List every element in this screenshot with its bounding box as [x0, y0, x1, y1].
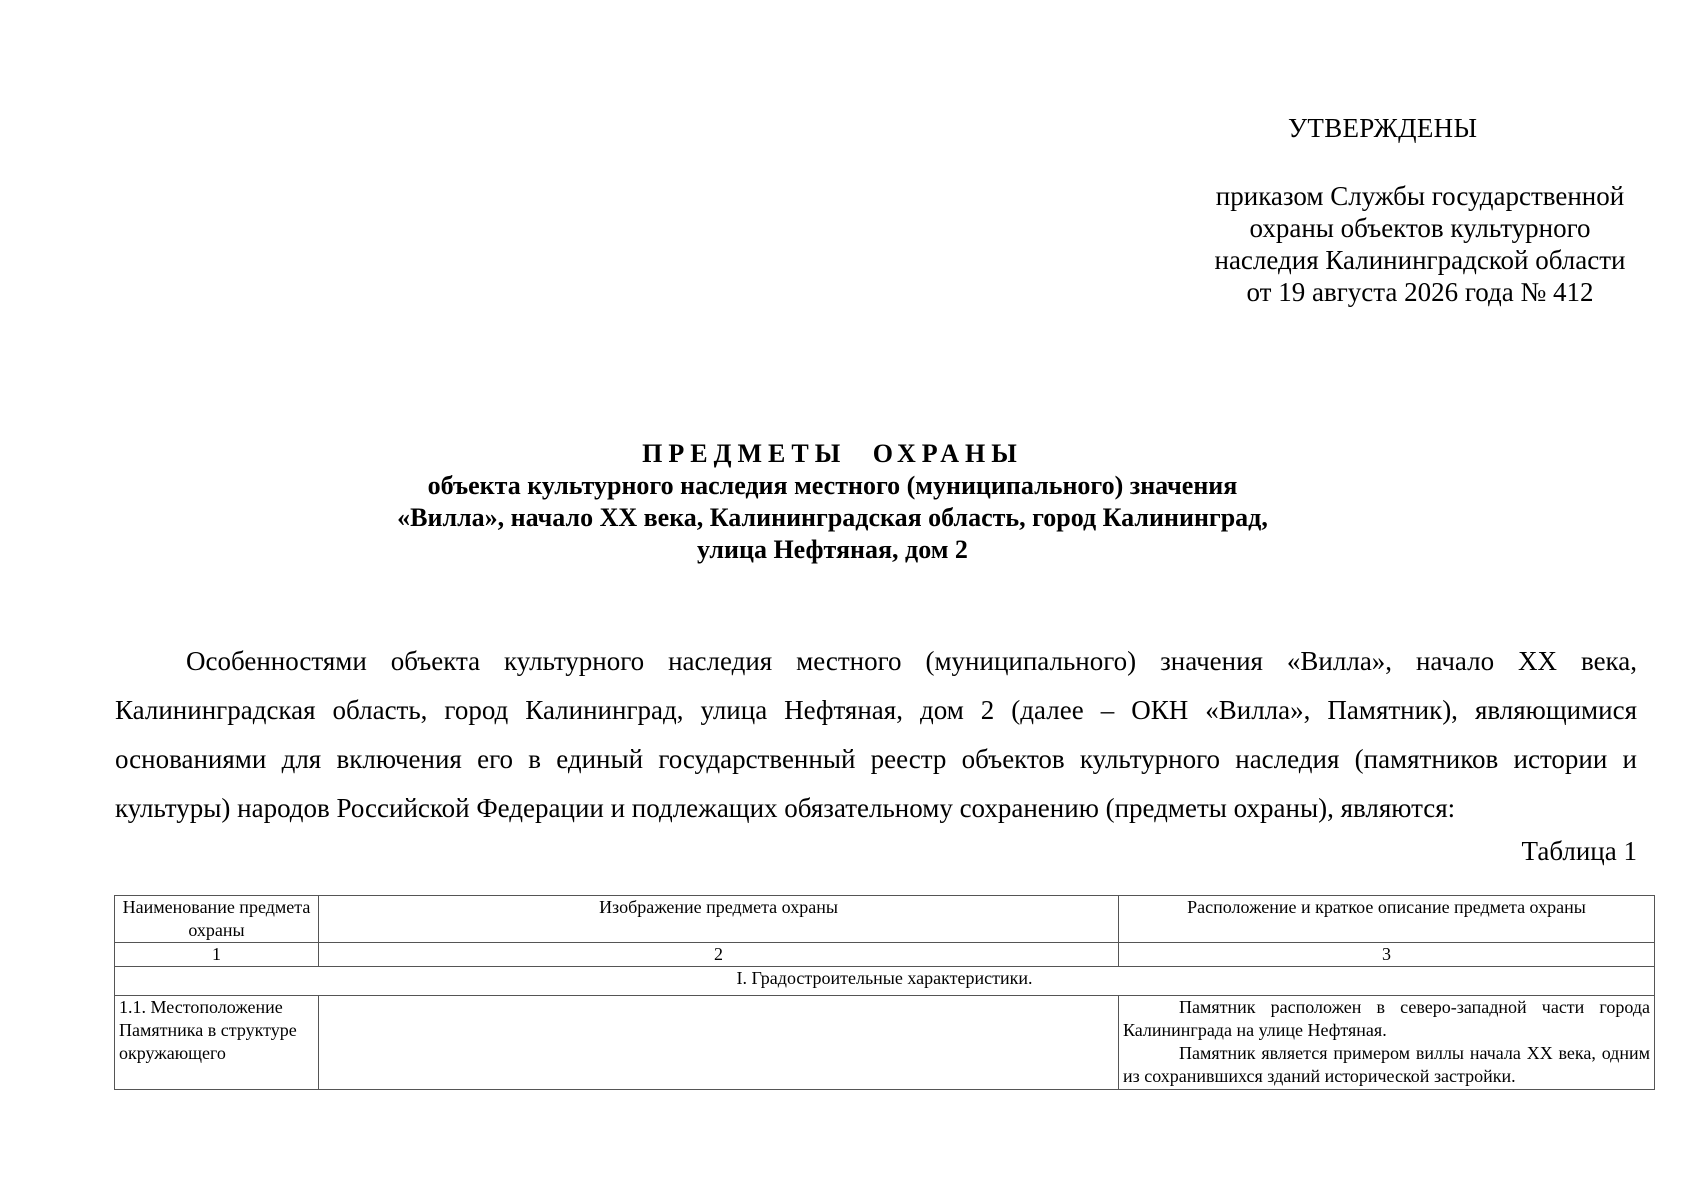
- row-name: 1.1. Местоположение Памятника в структуре окружающего: [115, 996, 319, 1090]
- approval-order-line: охраны объектов культурного: [1249, 213, 1591, 243]
- header-description: Расположение и краткое описание предмета охраны: [1119, 896, 1655, 943]
- approval-order-line: приказом Службы государственной: [1215, 181, 1625, 211]
- description-paragraph: Памятник расположен в северо-западной части города Калининграда на улице Нефтяная.: [1123, 997, 1650, 1040]
- header-image: Изображение предмета охраны: [319, 896, 1119, 943]
- column-number: 1: [115, 943, 319, 967]
- table-caption: Таблица 1: [1521, 836, 1637, 866]
- title-heading: ПРЕДМЕТЫ ОХРАНЫ: [642, 439, 1023, 468]
- approval-order-line: от 19 августа 2026 года № 412: [1246, 277, 1594, 307]
- header-name: Наименование предмета охраны: [115, 896, 319, 943]
- document-title: [300, 438, 1365, 566]
- title-line: объекта культурного наследия местного (муниципального) значения: [427, 471, 1238, 500]
- intro-paragraph: Особенностями объекта культурного наследия местного (муниципального) значения «Вилла», начало ХХ века, Калининградская область, город Калининград, улица Нефтяная, дом 2 (далее – ОКН «Вилла», Памятник), являющимися основаниями для включения его в единый государственный реестр объектов культурного наследия (памятников истории и культуры) народов Российской Федерации и подлежащих обязательному сохранению (предметы охраны), являются:: [115, 646, 1637, 823]
- column-number: 3: [1119, 943, 1655, 967]
- protection-subjects-table: [114, 895, 1655, 1090]
- column-number: 2: [319, 943, 1119, 967]
- section-row: [115, 967, 1655, 996]
- column-number-row: [115, 943, 1655, 967]
- row-image: [319, 996, 1119, 1090]
- table-row: [115, 996, 1655, 1090]
- table-header-row: [115, 896, 1655, 943]
- description-paragraph: Памятник является примером виллы начала ХХ века, одним из сохранившихся зданий исторической застройки.: [1123, 1043, 1650, 1086]
- title-line: «Вилла», начало ХХ века, Калининградская область, город Калининград,: [397, 503, 1268, 532]
- title-line: улица Нефтяная, дом 2: [697, 535, 968, 564]
- approved-label: УТВЕРЖДЕНЫ: [1288, 113, 1478, 143]
- approval-order-line: наследия Калининградской области: [1214, 245, 1626, 275]
- section-title: I. Градостроительные характеристики.: [115, 967, 1655, 996]
- approval-order: [1180, 180, 1660, 308]
- row-description: [1119, 996, 1655, 1090]
